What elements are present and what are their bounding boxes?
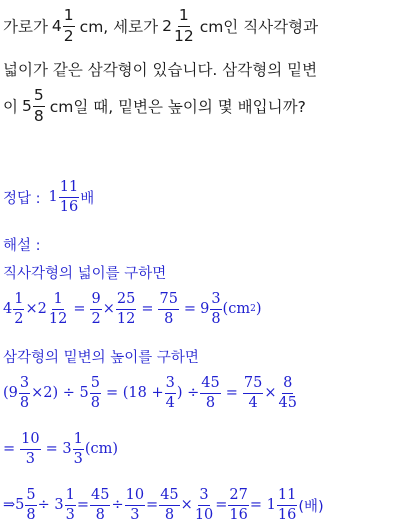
fraction-denominator: 2 xyxy=(63,26,74,45)
fraction-denominator: 8 xyxy=(90,394,100,411)
fraction-denominator: 10 xyxy=(194,506,214,523)
fraction-numerator: 1 xyxy=(52,292,63,310)
fraction-numerator: 5 xyxy=(90,376,101,394)
eq-number: 4 xyxy=(3,301,13,317)
eq-fraction xyxy=(116,292,136,326)
eq-operator: = 1 xyxy=(249,497,276,513)
base-fraction xyxy=(33,88,45,124)
step1-title: 직사각형의 넓이를 구하면 xyxy=(3,266,167,282)
eq-operator: = xyxy=(3,441,16,457)
fraction-numerator: 3 xyxy=(19,376,30,394)
fraction-numerator: 5 xyxy=(33,88,45,107)
fraction-numerator: 1 xyxy=(178,8,190,27)
question-text: cm일 때, 밑변은 높이의 몇 배입니까? xyxy=(49,98,306,116)
question-text: cm인 직사각형과 xyxy=(199,18,319,36)
eq-fraction xyxy=(243,376,263,410)
fraction-denominator: 8 xyxy=(33,106,44,125)
question-line-1 xyxy=(3,8,318,44)
fraction-denominator: 16 xyxy=(59,198,79,215)
eq-fraction xyxy=(277,488,297,522)
eq-fraction xyxy=(90,292,101,326)
solution-label: 해설 : xyxy=(3,238,41,254)
fraction-numerator: 3 xyxy=(210,292,221,310)
question-text: 가로가 xyxy=(3,18,48,36)
eq-operator: × xyxy=(180,497,193,513)
fraction-numerator: 75 xyxy=(158,292,178,310)
eq-fraction xyxy=(210,292,221,326)
equation-3 xyxy=(3,432,118,466)
fraction-denominator: 12 xyxy=(48,310,68,327)
eq-fraction xyxy=(159,488,179,522)
eq-operator: = xyxy=(183,301,197,317)
eq-operator: × xyxy=(264,385,277,401)
fraction-denominator: 8 xyxy=(95,506,105,523)
eq-operator: ) ÷ xyxy=(176,385,200,401)
equation-4 xyxy=(3,488,324,522)
eq-fraction xyxy=(200,376,220,410)
fraction-denominator: 3 xyxy=(65,506,75,523)
question-text: 이 xyxy=(3,98,18,116)
answer-label: 정답 : xyxy=(3,190,41,207)
fraction-denominator: 12 xyxy=(173,26,194,45)
fraction-denominator: 8 xyxy=(19,394,30,411)
base-whole: 5 xyxy=(21,97,32,115)
width-fraction xyxy=(63,8,75,44)
fraction-denominator: 4 xyxy=(165,394,175,411)
eq-number: ⇒5 xyxy=(3,497,25,513)
fraction-numerator: 1 xyxy=(73,432,84,450)
eq-operator: = xyxy=(225,385,238,401)
answer-fraction xyxy=(59,180,79,214)
solution-label-line xyxy=(3,234,41,255)
height-fraction xyxy=(173,8,195,44)
step2-title: 삼각형의 밑변의 높이를 구하면 xyxy=(3,350,199,366)
fraction-numerator: 5 xyxy=(25,488,36,506)
eq-operator: = (18 + xyxy=(105,385,164,401)
fraction-denominator: 8 xyxy=(205,394,216,411)
equation-2 xyxy=(3,376,299,410)
eq-fraction xyxy=(25,488,36,522)
eq-fraction xyxy=(165,376,176,410)
fraction-denominator: 8 xyxy=(211,310,221,327)
eq-operator: = xyxy=(146,497,159,513)
fraction-denominator: 16 xyxy=(229,506,248,523)
eq-fraction xyxy=(125,488,145,522)
fraction-denominator: 8 xyxy=(164,310,174,327)
eq-operator: = xyxy=(215,497,228,513)
eq-unit-exponent: 2 xyxy=(250,304,256,314)
question-text: cm, 세로가 xyxy=(79,18,159,36)
eq-fraction xyxy=(90,376,101,410)
fraction-numerator: 1 xyxy=(65,488,76,506)
fraction-denominator: 2 xyxy=(14,310,24,327)
fraction-denominator: 3 xyxy=(25,450,35,467)
eq-fraction xyxy=(158,292,178,326)
eq-operator: ÷ xyxy=(111,497,124,513)
fraction-numerator: 3 xyxy=(198,488,209,506)
eq-unit: ) xyxy=(255,301,262,317)
question-line-2 xyxy=(3,58,317,80)
eq-operator: ×2) ÷ 5 xyxy=(31,385,89,401)
fraction-denominator: 4 xyxy=(248,394,258,411)
fraction-numerator: 45 xyxy=(159,488,179,506)
eq-unit: (cm xyxy=(222,301,251,317)
question-line-3 xyxy=(3,88,306,124)
answer-whole: 1 xyxy=(48,189,58,205)
height-whole: 2 xyxy=(162,17,172,35)
eq-fraction xyxy=(90,488,110,522)
eq-fraction xyxy=(277,376,297,410)
fraction-numerator: 11 xyxy=(59,180,79,198)
eq-operator: = 3 xyxy=(45,441,72,457)
eq-unit: (배) xyxy=(298,498,324,515)
question-text: 넓이가 같은 삼각형이 있습니다. 삼각형의 밑변 xyxy=(3,61,318,79)
fraction-denominator: 16 xyxy=(277,506,297,523)
eq-operator: = xyxy=(76,497,89,513)
fraction-numerator: 3 xyxy=(165,376,176,394)
eq-fraction xyxy=(19,376,30,410)
fraction-numerator: 75 xyxy=(243,376,263,394)
fraction-numerator: 11 xyxy=(277,488,297,506)
eq-number: (9 xyxy=(3,385,18,401)
width-whole: 4 xyxy=(51,17,62,35)
eq-fraction xyxy=(228,488,248,522)
fraction-denominator: 8 xyxy=(26,506,36,523)
fraction-numerator: 8 xyxy=(282,376,293,394)
eq-fraction xyxy=(65,488,76,522)
fraction-numerator: 27 xyxy=(228,488,248,506)
fraction-denominator: 3 xyxy=(130,506,140,523)
eq-number: 2 xyxy=(37,301,47,317)
fraction-numerator: 10 xyxy=(20,432,40,450)
equation-1 xyxy=(3,292,261,326)
eq-number: 9 xyxy=(200,301,210,317)
fraction-numerator: 45 xyxy=(90,488,110,506)
eq-operator: × xyxy=(102,301,115,317)
eq-operator: ÷ 3 xyxy=(37,497,64,513)
fraction-numerator: 10 xyxy=(125,488,145,506)
eq-fraction xyxy=(13,292,24,326)
eq-fraction xyxy=(194,488,214,522)
fraction-numerator: 25 xyxy=(116,292,136,310)
fraction-numerator: 1 xyxy=(63,8,75,27)
answer-unit: 배 xyxy=(80,190,95,207)
eq-fraction xyxy=(73,432,84,466)
fraction-numerator: 45 xyxy=(200,376,220,394)
fraction-denominator: 12 xyxy=(116,310,136,327)
eq-operator: = xyxy=(73,301,86,317)
step2-title-line xyxy=(3,346,199,367)
fraction-denominator: 8 xyxy=(164,506,175,523)
fraction-denominator: 2 xyxy=(91,310,101,327)
fraction-denominator: 45 xyxy=(278,394,297,411)
eq-unit: (cm) xyxy=(84,441,119,457)
fraction-numerator: 1 xyxy=(13,292,24,310)
eq-operator: = xyxy=(141,301,154,317)
fraction-denominator: 3 xyxy=(73,450,83,467)
eq-fraction xyxy=(48,292,68,326)
eq-fraction xyxy=(20,432,40,466)
eq-operator: × xyxy=(25,301,38,317)
step1-title-line xyxy=(3,262,166,283)
answer-line xyxy=(3,180,94,214)
fraction-numerator: 9 xyxy=(90,292,101,310)
